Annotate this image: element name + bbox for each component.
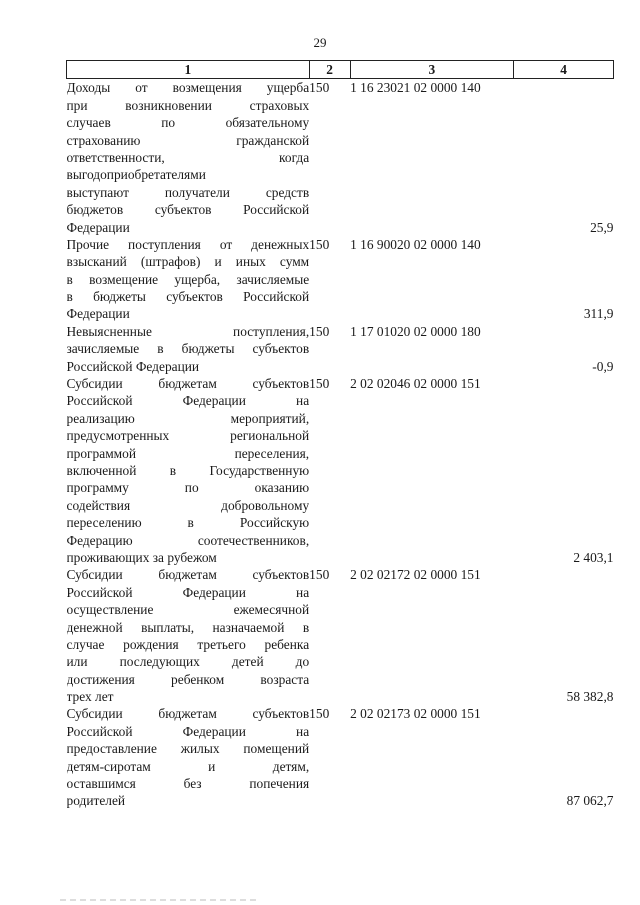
amount-cell: 311,9	[583, 306, 614, 322]
revenue-name-line: ответственности, когда	[66, 149, 310, 165]
revenue-name-cell	[67, 705, 310, 809]
table-row	[67, 79, 614, 236]
table-row	[67, 705, 614, 809]
revenue-name-line: Субсидии бюджетам субъектов	[66, 376, 310, 392]
revenue-name-line: родителей	[66, 793, 126, 809]
amount-cell: 25,9	[590, 219, 614, 235]
revenue-name-line: программой переселения,	[66, 445, 310, 461]
revenue-name-line: выгодоприобретателями	[66, 167, 206, 183]
revenue-name-line: трех лет	[66, 689, 114, 705]
revenue-name-line: программу по оказанию	[66, 480, 310, 496]
revenue-name-line: случае рождения третьего ребенка	[66, 636, 310, 652]
table-row	[67, 375, 614, 566]
revenue-name-line: бюджетов субъектов Российской	[66, 202, 310, 218]
revenue-name-line: Федерацию соотечественников,	[66, 532, 310, 548]
amount-cell: -0,9	[592, 358, 614, 374]
classification-code-cell: 1 16 23021 02 0000 140	[350, 80, 481, 96]
revenue-name-cell	[67, 323, 310, 375]
revenue-name-line: случаев по обязательному	[66, 115, 310, 131]
admin-code-cell: 150	[309, 323, 330, 339]
table-row	[67, 323, 614, 375]
classification-code-cell: 2 02 02046 02 0000 151	[350, 376, 481, 392]
budget-revenue-table	[66, 60, 614, 810]
revenue-name-line: Российской Федерации на	[66, 393, 310, 409]
revenue-name-line: реализацию мероприятий,	[66, 410, 310, 426]
revenue-name-line: в бюджеты субъектов Российской	[66, 289, 310, 305]
revenue-name-cell	[67, 375, 310, 566]
amount-cell: 2 403,1	[573, 549, 614, 565]
revenue-name-line: Невыясненные поступления,	[66, 323, 310, 339]
header-column-3: 3	[350, 61, 514, 79]
header-column-2: 2	[309, 61, 350, 79]
revenue-name-line: в возмещение ущерба, зачисляемые	[66, 271, 310, 287]
amount-cell: 87 062,7	[566, 793, 614, 809]
admin-code-cell: 150	[309, 706, 330, 722]
revenue-name-cell	[67, 79, 310, 236]
classification-code-cell: 2 02 02173 02 0000 151	[350, 706, 481, 722]
admin-code-cell: 150	[309, 567, 330, 583]
revenue-name-line: детям-сиротам и детям,	[66, 758, 310, 774]
admin-code-cell: 150	[309, 80, 330, 96]
table-row	[67, 566, 614, 705]
revenue-name-line: проживающих за рубежом	[66, 549, 217, 565]
revenue-name-cell	[67, 236, 310, 323]
revenue-name-line: выступают получатели средств	[66, 184, 310, 200]
revenue-name-line: включенной в Государственную	[66, 463, 310, 478]
revenue-name-line: денежной выплаты, назначаемой в	[66, 619, 310, 635]
table-header-row	[67, 61, 614, 79]
admin-code-cell: 150	[309, 236, 330, 252]
revenue-name-line: оставшимся без попечения	[66, 776, 310, 792]
revenue-name-line: Доходы от возмещения ущерба	[66, 80, 310, 96]
classification-code-cell: 1 17 01020 02 0000 180	[350, 323, 481, 339]
revenue-name-line: Субсидии бюджетам субъектов	[66, 567, 310, 583]
header-column-4: 4	[514, 61, 614, 79]
scan-artifact	[60, 899, 260, 901]
revenue-name-line: предоставление жилых помещений	[66, 741, 310, 757]
revenue-name-line: Федерации	[66, 306, 130, 322]
revenue-name-line: Российской Федерации на	[66, 584, 310, 600]
amount-cell: 58 382,8	[566, 689, 614, 705]
revenue-name-line: взысканий (штрафов) и иных сумм	[66, 254, 310, 270]
revenue-name-line: зачисляемые в бюджеты субъектов	[66, 341, 310, 357]
revenue-name-line: Субсидии бюджетам субъектов	[66, 706, 310, 722]
revenue-name-line: страхованию гражданской	[66, 132, 310, 148]
revenue-name-line: предусмотренных региональной	[66, 428, 310, 444]
revenue-name-line: достижения ребенком возраста	[66, 671, 310, 687]
page-number: 29	[313, 35, 327, 50]
header-column-1: 1	[67, 61, 310, 79]
revenue-name-line: или последующих детей до	[66, 654, 310, 670]
revenue-name-cell	[67, 566, 310, 705]
revenue-name-line: осуществление ежемесячной	[66, 602, 310, 618]
classification-code-cell: 1 16 90020 02 0000 140	[350, 236, 481, 252]
table-row	[67, 236, 614, 323]
revenue-name-line: при возникновении страховых	[66, 97, 310, 113]
revenue-name-line: содействия добровольному	[66, 497, 310, 513]
table-body	[67, 79, 614, 810]
revenue-name-line: Российской Федерации на	[66, 723, 310, 739]
admin-code-cell: 150	[309, 376, 330, 392]
revenue-name-line: Прочие поступления от денежных	[66, 236, 310, 252]
classification-code-cell: 2 02 02172 02 0000 151	[350, 567, 481, 583]
revenue-name-line: Федерации	[66, 219, 130, 235]
revenue-name-line: Российской Федерации	[66, 358, 200, 374]
revenue-name-line: переселению в Российскую	[66, 515, 310, 531]
